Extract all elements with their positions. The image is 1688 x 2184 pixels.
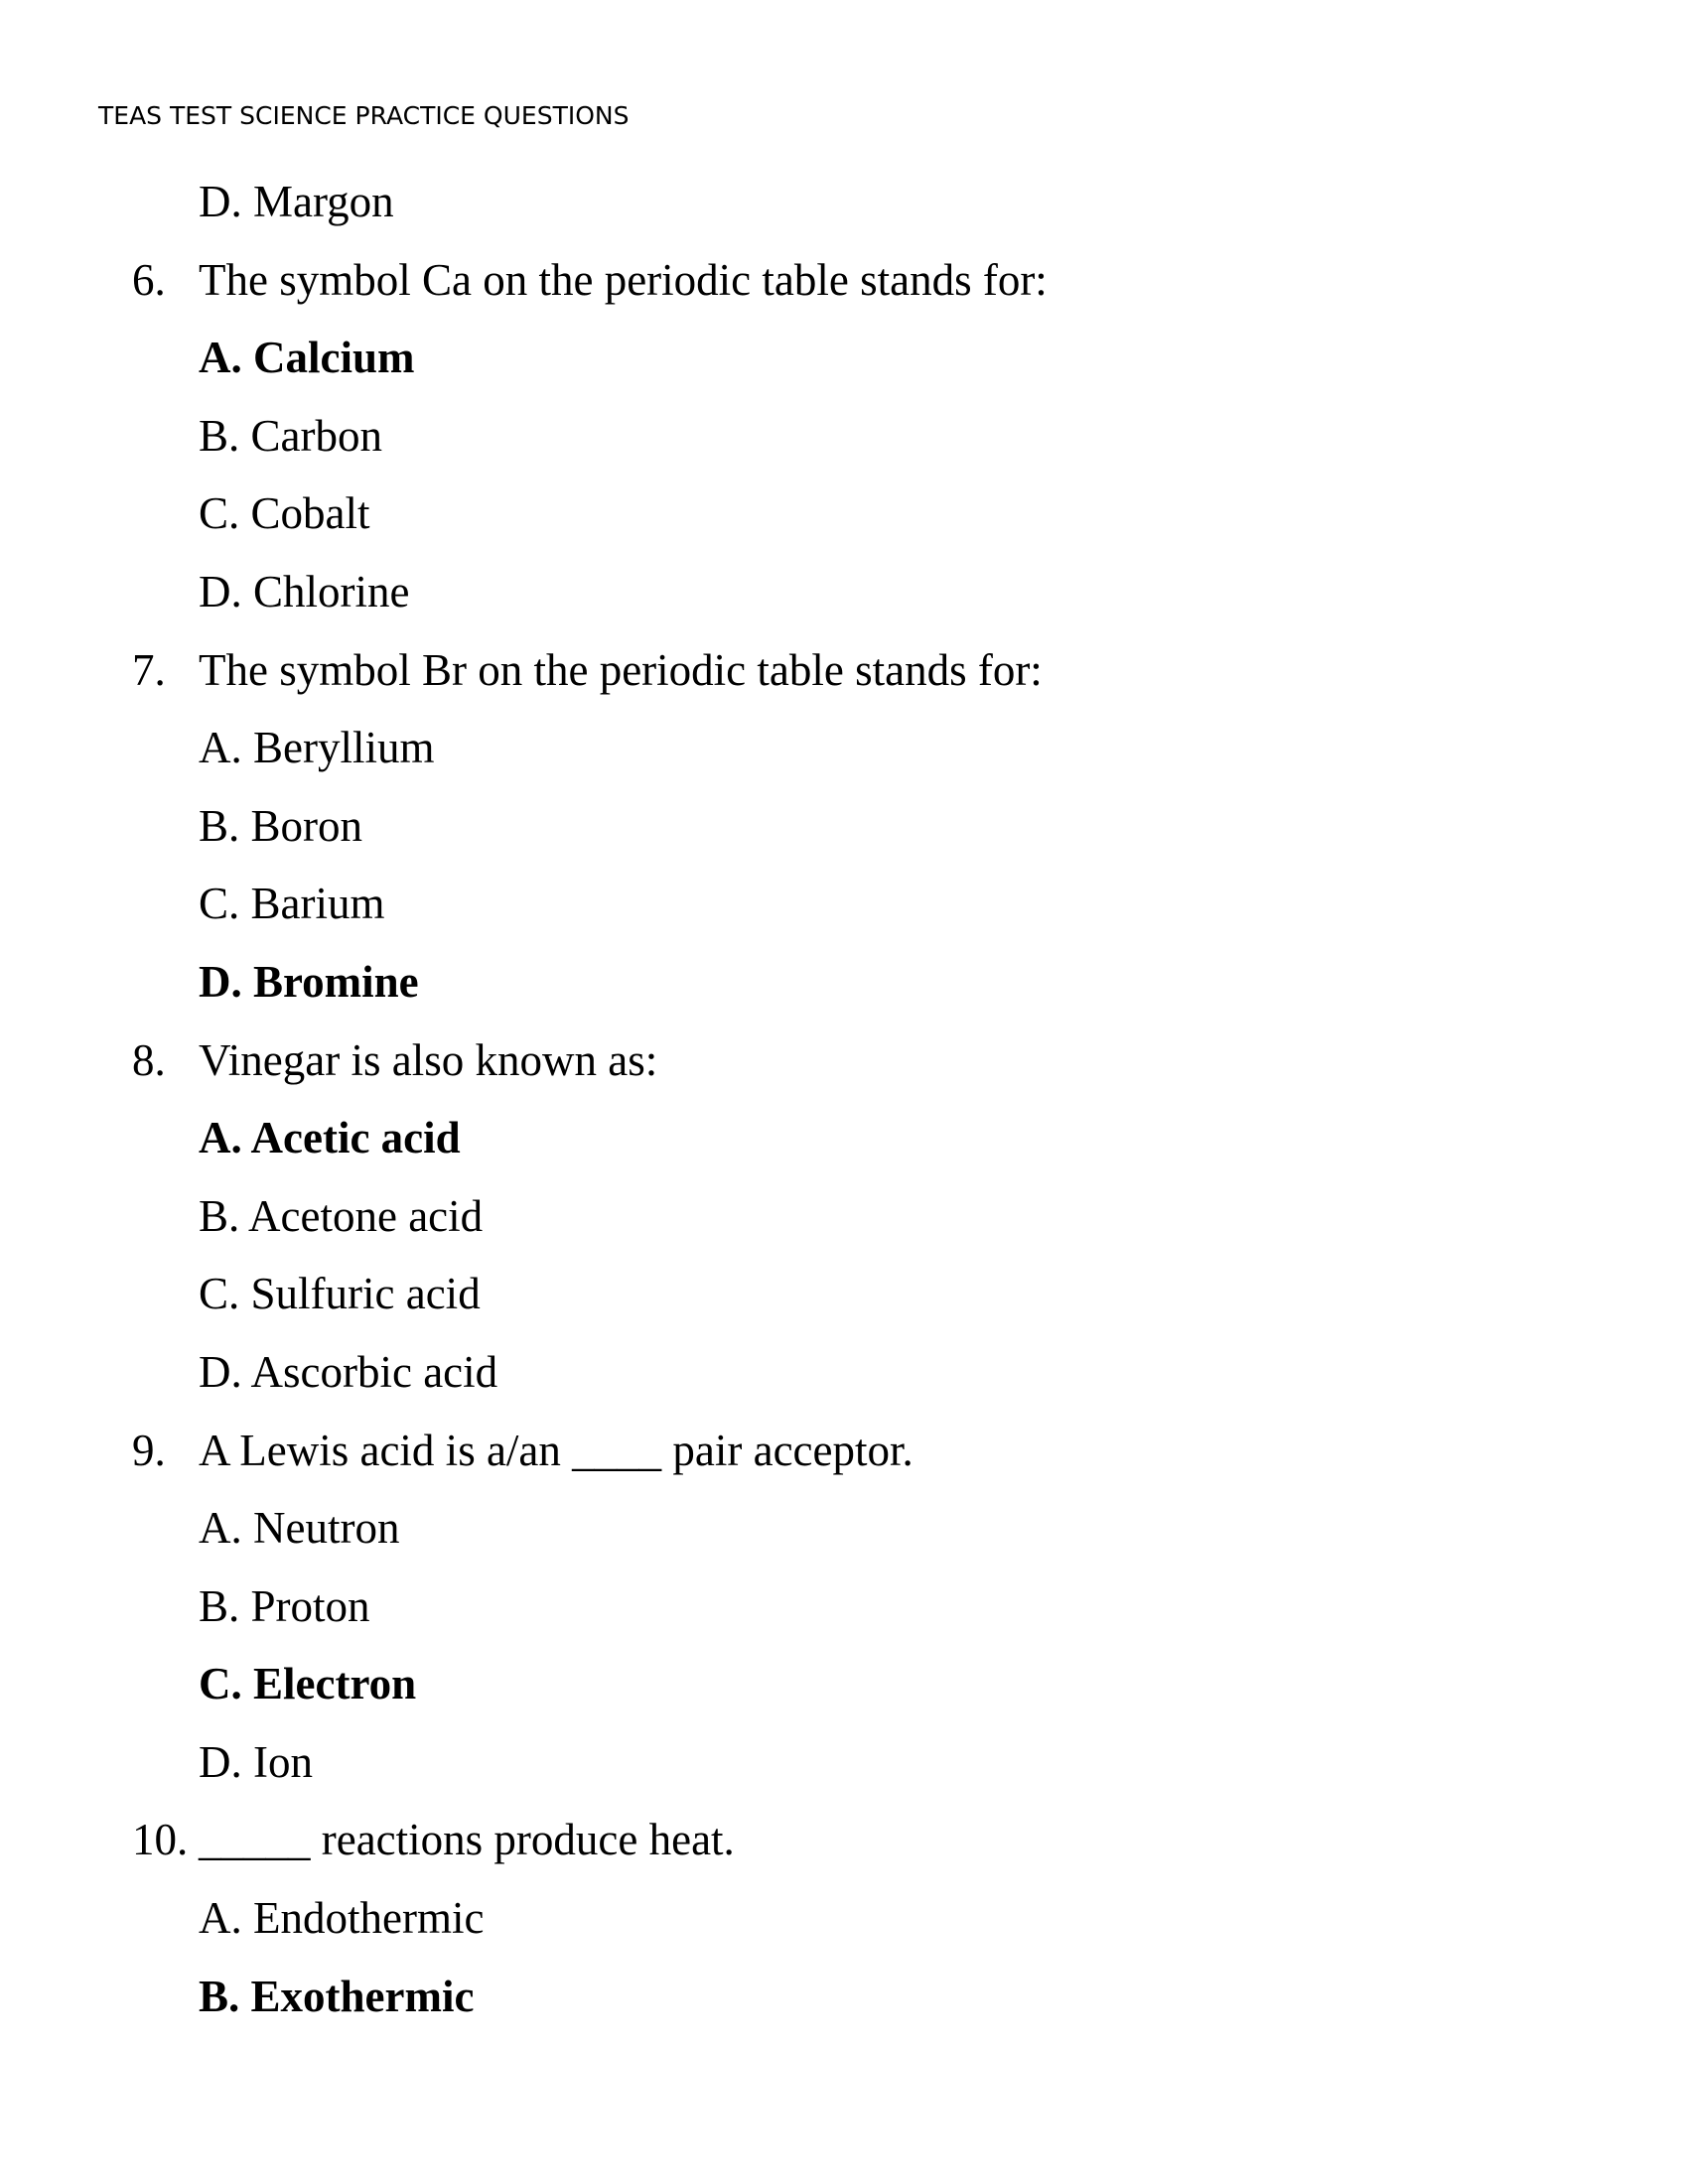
option-label: C. Barium (199, 879, 385, 929)
question-6 (0, 241, 1688, 320)
option-label: B. Carbon (199, 410, 382, 461)
questions-container (0, 241, 1688, 2036)
option-label: A. Neutron (199, 1503, 400, 1554)
answer-option-correct (0, 319, 1688, 397)
answer-option-correct (0, 1958, 1688, 2036)
option-label: A. Endothermic (199, 1893, 485, 1944)
question-9 (0, 1412, 1688, 1490)
question-number: 9. (132, 1425, 166, 1475)
answer-option (0, 787, 1688, 866)
option-label: B. Proton (199, 1580, 370, 1631)
answer-option (0, 553, 1688, 631)
answer-option (0, 865, 1688, 943)
option-label: A. Acetic acid (199, 1113, 461, 1163)
question-prompt: The symbol Ca on the periodic table stands for: (199, 254, 1048, 305)
option-label: D. Margon (199, 177, 394, 226)
question-number: 6. (132, 254, 166, 305)
answer-option (0, 1723, 1688, 1802)
carryover-option (0, 163, 1688, 241)
question-number: 7. (132, 644, 166, 695)
option-label: A. Calcium (199, 333, 415, 383)
question-8 (0, 1022, 1688, 1100)
option-label: C. Cobalt (199, 488, 370, 539)
question-10 (0, 1801, 1688, 1879)
question-number: 8. (132, 1034, 166, 1085)
question-list (0, 163, 1688, 2035)
answer-option (0, 1333, 1688, 1412)
option-label: C. Electron (199, 1659, 417, 1709)
answer-option-correct (0, 1645, 1688, 1723)
question-prompt: A Lewis acid is a/an ____ pair acceptor. (199, 1425, 914, 1475)
option-label: B. Acetone acid (199, 1190, 484, 1241)
question-prompt: _____ reactions produce heat. (199, 1815, 735, 1865)
answer-option (0, 1489, 1688, 1568)
option-label: D. Chlorine (199, 566, 410, 616)
option-label: B. Exothermic (199, 1971, 475, 2021)
answer-option-correct (0, 1099, 1688, 1177)
question-prompt: Vinegar is also known as: (199, 1034, 658, 1085)
question-number: 10. (132, 1815, 189, 1865)
option-label: D. Bromine (199, 956, 419, 1007)
option-label: D. Ion (199, 1736, 313, 1787)
answer-option (0, 1568, 1688, 1646)
option-label: D. Ascorbic acid (199, 1346, 498, 1397)
answer-option (0, 1255, 1688, 1333)
answer-option-correct (0, 943, 1688, 1022)
option-label: C. Sulfuric acid (199, 1269, 481, 1319)
answer-option (0, 397, 1688, 476)
question-7 (0, 631, 1688, 710)
page-header: TEAS TEST SCIENCE PRACTICE QUESTIONS (98, 101, 630, 130)
answer-option (0, 475, 1688, 553)
answer-option (0, 1879, 1688, 1958)
option-label: B. Boron (199, 800, 363, 851)
option-label: A. Beryllium (199, 723, 435, 773)
answer-option (0, 1177, 1688, 1256)
answer-option (0, 709, 1688, 787)
question-prompt: The symbol Br on the periodic table stands for: (199, 644, 1043, 695)
